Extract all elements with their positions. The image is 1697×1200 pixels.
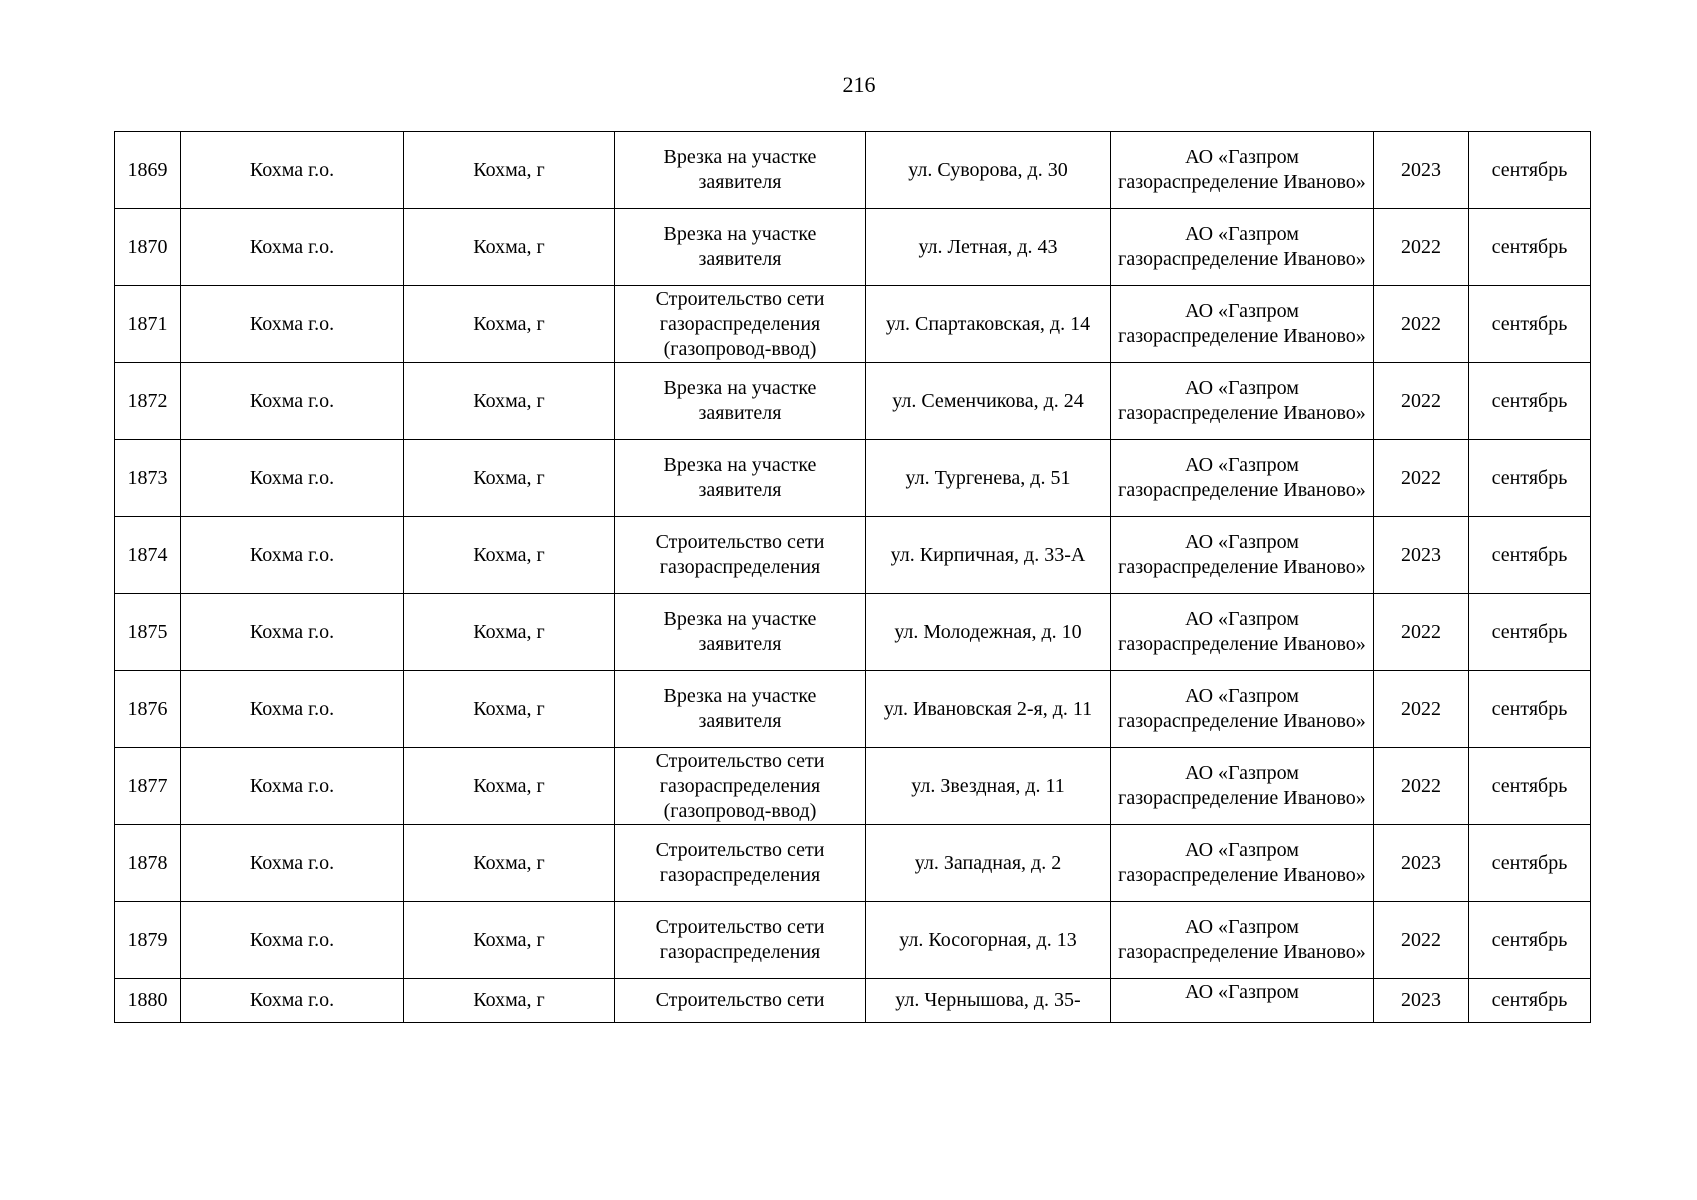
month-cell: сентябрь (1469, 902, 1591, 979)
work-type-cell: Врезка на участке заявителя (615, 209, 866, 286)
year-cell: 2022 (1374, 671, 1469, 748)
address-cell: ул. Ивановская 2-я, д. 11 (866, 671, 1111, 748)
month-cell: сентябрь (1469, 671, 1591, 748)
table-row (115, 286, 1591, 363)
month-cell: сентябрь (1469, 209, 1591, 286)
address-cell: ул. Спартаковская, д. 14 (866, 286, 1111, 363)
month-cell: сентябрь (1469, 286, 1591, 363)
month-cell: сентябрь (1469, 132, 1591, 209)
locality-cell: Кохма, г (404, 825, 615, 902)
row-number-cell: 1878 (115, 825, 181, 902)
work-type-cell: Строительство сети (615, 979, 866, 1023)
org-cell: АО «Газпром газораспределение Иваново» (1111, 363, 1374, 440)
work-type-cell: Врезка на участке заявителя (615, 440, 866, 517)
address-cell: ул. Западная, д. 2 (866, 825, 1111, 902)
district-cell: Кохма г.о. (181, 363, 404, 440)
month-cell: сентябрь (1469, 440, 1591, 517)
table-row (115, 979, 1591, 1023)
table-row (115, 825, 1591, 902)
row-number-cell: 1870 (115, 209, 181, 286)
row-number-cell: 1875 (115, 594, 181, 671)
row-number-cell: 1871 (115, 286, 181, 363)
table-body (115, 132, 1591, 1023)
row-number-cell: 1877 (115, 748, 181, 825)
locality-cell: Кохма, г (404, 979, 615, 1023)
address-cell: ул. Кирпичная, д. 33-А (866, 517, 1111, 594)
work-type-cell: Строительство сети газораспределения (615, 517, 866, 594)
district-cell: Кохма г.о. (181, 132, 404, 209)
locality-cell: Кохма, г (404, 440, 615, 517)
year-cell: 2022 (1374, 209, 1469, 286)
month-cell: сентябрь (1469, 517, 1591, 594)
row-number-cell: 1869 (115, 132, 181, 209)
work-type-cell: Строительство сети газораспределения (газопровод-ввод) (615, 286, 866, 363)
district-cell: Кохма г.о. (181, 594, 404, 671)
year-cell: 2022 (1374, 286, 1469, 363)
row-number-cell: 1879 (115, 902, 181, 979)
address-cell: ул. Тургенева, д. 51 (866, 440, 1111, 517)
address-cell: ул. Звездная, д. 11 (866, 748, 1111, 825)
work-type-cell: Врезка на участке заявителя (615, 671, 866, 748)
org-cell: АО «Газпром газораспределение Иваново» (1111, 594, 1374, 671)
address-cell: ул. Косогорная, д. 13 (866, 902, 1111, 979)
work-type-cell: Врезка на участке заявителя (615, 132, 866, 209)
district-cell: Кохма г.о. (181, 825, 404, 902)
org-cell: АО «Газпром газораспределение Иваново» (1111, 132, 1374, 209)
org-cell: АО «Газпром газораспределение Иваново» (1111, 902, 1374, 979)
district-cell: Кохма г.о. (181, 440, 404, 517)
row-number-cell: 1872 (115, 363, 181, 440)
work-type-cell: Строительство сети газораспределения (615, 902, 866, 979)
table-row (115, 902, 1591, 979)
locality-cell: Кохма, г (404, 902, 615, 979)
month-cell: сентябрь (1469, 594, 1591, 671)
org-cell: АО «Газпром газораспределение Иваново» (1111, 825, 1374, 902)
row-number-cell: 1873 (115, 440, 181, 517)
month-cell: сентябрь (1469, 748, 1591, 825)
year-cell: 2023 (1374, 825, 1469, 902)
row-number-cell: 1880 (115, 979, 181, 1023)
district-cell: Кохма г.о. (181, 517, 404, 594)
locality-cell: Кохма, г (404, 209, 615, 286)
district-cell: Кохма г.о. (181, 209, 404, 286)
org-cell: АО «Газпром газораспределение Иваново» (1111, 517, 1374, 594)
address-cell: ул. Семенчикова, д. 24 (866, 363, 1111, 440)
table-row (115, 594, 1591, 671)
year-cell: 2022 (1374, 594, 1469, 671)
table-row (115, 517, 1591, 594)
locality-cell: Кохма, г (404, 286, 615, 363)
district-cell: Кохма г.о. (181, 286, 404, 363)
district-cell: Кохма г.о. (181, 902, 404, 979)
month-cell: сентябрь (1469, 979, 1591, 1023)
row-number-cell: 1874 (115, 517, 181, 594)
table-row (115, 363, 1591, 440)
year-cell: 2022 (1374, 902, 1469, 979)
org-cell: АО «Газпром (1111, 979, 1374, 1023)
address-cell: ул. Молодежная, д. 10 (866, 594, 1111, 671)
gas-connection-table (114, 131, 1591, 1023)
work-type-cell: Строительство сети газораспределения (615, 825, 866, 902)
work-type-cell: Врезка на участке заявителя (615, 363, 866, 440)
table-row (115, 440, 1591, 517)
org-cell: АО «Газпром газораспределение Иваново» (1111, 209, 1374, 286)
year-cell: 2022 (1374, 748, 1469, 825)
locality-cell: Кохма, г (404, 132, 615, 209)
work-type-cell: Строительство сети газораспределения (газопровод-ввод) (615, 748, 866, 825)
locality-cell: Кохма, г (404, 671, 615, 748)
year-cell: 2023 (1374, 132, 1469, 209)
address-cell: ул. Суворова, д. 30 (866, 132, 1111, 209)
district-cell: Кохма г.о. (181, 748, 404, 825)
year-cell: 2022 (1374, 440, 1469, 517)
row-number-cell: 1876 (115, 671, 181, 748)
month-cell: сентябрь (1469, 825, 1591, 902)
locality-cell: Кохма, г (404, 594, 615, 671)
address-cell: ул. Летная, д. 43 (866, 209, 1111, 286)
district-cell: Кохма г.о. (181, 979, 404, 1023)
org-cell: АО «Газпром газораспределение Иваново» (1111, 440, 1374, 517)
locality-cell: Кохма, г (404, 748, 615, 825)
locality-cell: Кохма, г (404, 363, 615, 440)
table-row (115, 209, 1591, 286)
table-row (115, 748, 1591, 825)
org-cell: АО «Газпром газораспределение Иваново» (1111, 671, 1374, 748)
locality-cell: Кохма, г (404, 517, 615, 594)
table-row (115, 132, 1591, 209)
table-row (115, 671, 1591, 748)
work-type-cell: Врезка на участке заявителя (615, 594, 866, 671)
org-cell: АО «Газпром газораспределение Иваново» (1111, 286, 1374, 363)
year-cell: 2023 (1374, 979, 1469, 1023)
month-cell: сентябрь (1469, 363, 1591, 440)
org-cell: АО «Газпром газораспределение Иваново» (1111, 748, 1374, 825)
year-cell: 2023 (1374, 517, 1469, 594)
district-cell: Кохма г.о. (181, 671, 404, 748)
address-cell: ул. Чернышова, д. 35- (866, 979, 1111, 1023)
year-cell: 2022 (1374, 363, 1469, 440)
page-number: 216 (842, 72, 876, 97)
